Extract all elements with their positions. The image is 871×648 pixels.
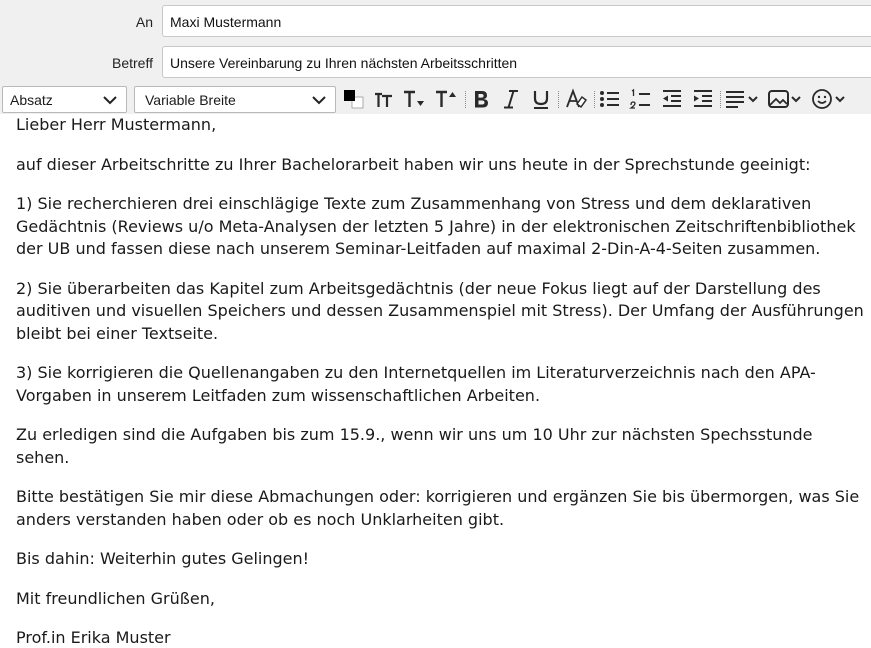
subject-label: Betreff (112, 55, 153, 71)
compose-header (0, 0, 871, 84)
bullet-list-button[interactable] (597, 86, 623, 112)
indent-icon (691, 87, 715, 111)
align-button[interactable] (723, 86, 761, 112)
underline-button[interactable] (529, 86, 553, 112)
bold-icon (470, 87, 492, 111)
bullet-list-icon (598, 87, 622, 111)
font-size-smaller-icon (401, 87, 427, 111)
emoji-button[interactable] (809, 86, 849, 112)
font-family-select[interactable] (134, 86, 336, 113)
clear-formatting-button[interactable] (563, 86, 589, 112)
font-family-value: Variable Breite (145, 92, 236, 108)
intro-paragraph: auf dieser Arbeitschritte zu Ihrer Bachelorarbeit haben wir uns heute in der Sprechstunde geeinigt: (16, 154, 811, 174)
insert-image-icon (767, 87, 803, 111)
font-size-increase-button[interactable] (432, 86, 460, 112)
chevron-down-icon (102, 92, 118, 108)
text-color-icon (341, 87, 365, 111)
indent-button[interactable] (690, 86, 716, 112)
numbered-list-button[interactable] (628, 86, 654, 112)
bold-button[interactable] (469, 86, 493, 112)
italic-button[interactable] (499, 86, 523, 112)
message-body[interactable] (16, 114, 866, 648)
recipient-field[interactable]: Maxi Mustermann (162, 5, 871, 37)
text-color-button[interactable] (340, 86, 366, 112)
clear-formatting-icon (564, 87, 588, 111)
paragraph-format-value: Absatz (10, 92, 53, 108)
toolbar-separator (465, 91, 466, 108)
align-icon (724, 87, 760, 111)
task-item-1: 1) Sie recherchieren drei einschlägige Texte zum Zusammenhang von Stress und dem deklarativen Gedächtnis (Reviews u/o Meta-Analysen der letzten 5 Jahre) in der elektronischen Zeitschriftenbibliothek der UB und fassen diese nach unserem Seminar-Leitfaden auf maximal 2-Din-A-4-Seiten zusammen. (16, 194, 856, 258)
insert-image-button[interactable] (766, 86, 804, 112)
confirmation-paragraph: Bitte bestätigen Sie mir diese Abmachungen oder: korrigieren und ergänzen Sie bis übermorgen, was Sie anders verstanden haben oder ob es noch Unklarheiten gibt. (16, 487, 860, 529)
font-size-larger-button[interactable] (371, 86, 397, 112)
deadline-paragraph: Zu erledigen sind die Aufgaben bis zum 15.9., wenn wir uns um 10 Uhr zur nächsten Spechsstunde sehen. (16, 425, 813, 467)
font-size-larger-icon (372, 87, 396, 111)
toolbar-separator (594, 91, 595, 108)
task-item-2: 2) Sie überarbeiten das Kapitel zum Arbeitsgedächtnis (der neue Fokus liegt auf der Darstellung des auditiven und visuellen Speichers und dessen Zusammenspiel mit Stress). Der Umfang der Ausführungen bleibt bei einer Textseite. (16, 278, 864, 343)
numbered-list-icon (629, 87, 653, 111)
italic-icon (500, 87, 522, 111)
underline-icon (530, 87, 552, 111)
outdent-icon (660, 87, 684, 111)
font-size-smaller-button[interactable] (400, 86, 428, 112)
regards-line: Mit freundlichen Grüßen, (16, 588, 215, 608)
font-size-increase-icon (433, 87, 459, 111)
subject-row (0, 46, 871, 80)
toolbar-separator (558, 91, 559, 108)
closing-line: Bis dahin: Weiterhin gutes Gelingen! (16, 549, 310, 568)
greeting: Lieber Herr Mustermann, (16, 115, 217, 134)
toolbar-separator (720, 91, 721, 108)
chevron-down-icon (311, 92, 327, 108)
formatting-toolbar (0, 84, 871, 114)
recipient-label: An (135, 14, 153, 30)
emoji-icon (810, 87, 848, 111)
recipient-row (0, 5, 871, 39)
subject-field[interactable]: Unsere Vereinbarung zu Ihren nächsten Arbeitsschritten (162, 46, 871, 78)
paragraph-format-select[interactable] (2, 86, 127, 113)
signature: Prof.in Erika Muster (16, 628, 171, 647)
outdent-button[interactable] (659, 86, 685, 112)
task-item-3: 3) Sie korrigieren die Quellenangaben zu den Internetquellen im Literaturverzeichnis nach den APA-Vorgaben in unserem Leitfaden zum wissenschaftlichen Arbeiten. (16, 363, 816, 405)
